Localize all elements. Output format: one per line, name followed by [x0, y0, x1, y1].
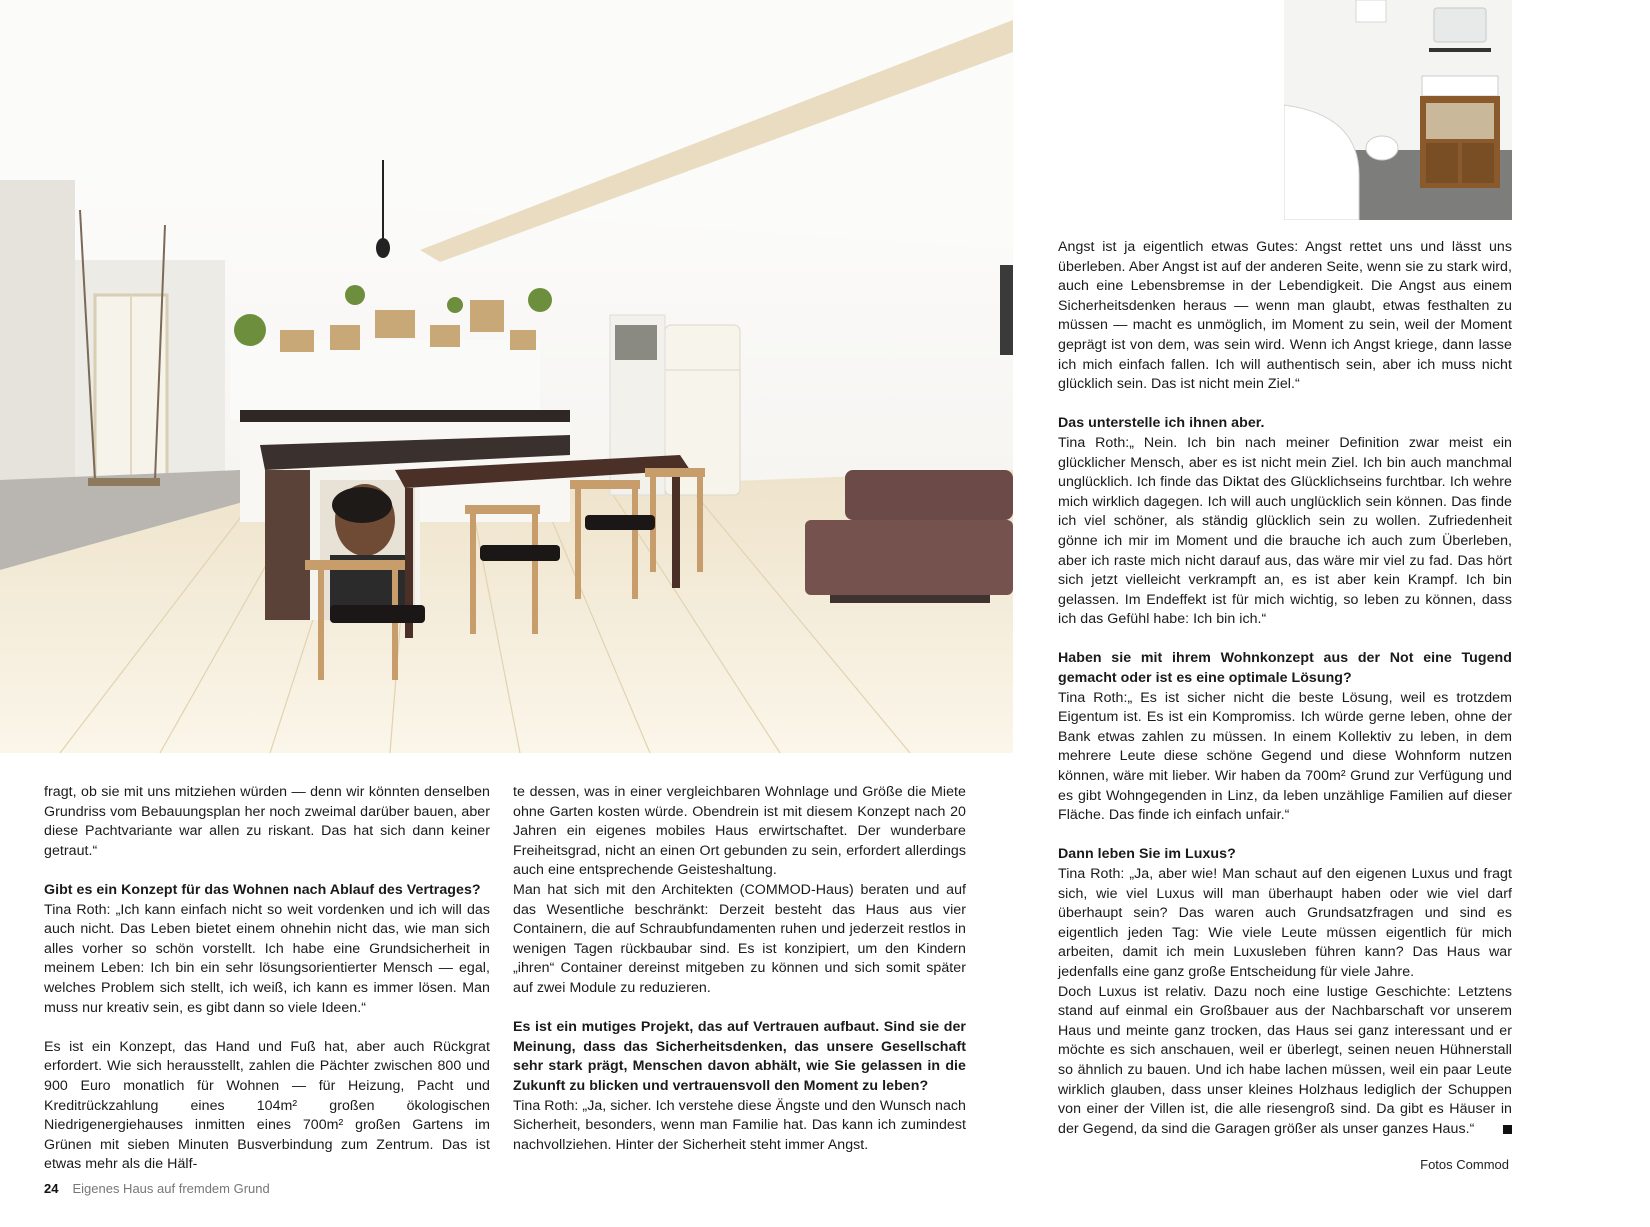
- article-column-3: [1058, 238, 1512, 1139]
- end-of-article-square-icon: [1503, 1125, 1512, 1134]
- interview-question: Es ist ein mutiges Projekt, das auf Vertrauen aufbaut. Sind sie der Meinung, dass das Sicherheitsdenken, das unsere Gesellschaft sehr stark prägt, Menschen davon abhält, wie Sie gelassen in die Zukunft zu blicken und vertrauensvoll den Moment zu leben?: [513, 1019, 966, 1094]
- paragraph: Angst ist ja eigentlich etwas Gutes: Angst rettet uns und lässt uns überleben. Aber Angst ist auf der anderen Seite, wenn sie zu stark wird, auch eine Lebensbremse in der Lebendigkeit. Die Angst aus einem Sicherheitsdenken heraus — wenn man glaubt, etwas festhalten zu müssen — macht es unmöglich, im Moment zu sein, weil der Moment geprägt ist von dem, was sein wird. Wenn ich Angst kriege, dann lasse ich mich einfach fallen. Ich will authentisch sein, aber ich muss nicht glücklich sein. Das ist nicht mein Ziel.“: [1058, 239, 1512, 393]
- page-footer: [44, 1181, 270, 1196]
- paragraph: Tina Roth: „Ich kann einfach nicht so weit vordenken und ich will das auch nicht. Das Leben bietet einem ohnehin nicht das, wie man sich alles vorher so schön vorstellt. Ich habe eine Grundsicherheit in meinem Leben: Ich bin ein sehr lösungsorientierter Mensch — egal, welches Problem sich stellt, ich weiß, ich kann es immer lösen. Man muss nur kreativ sein, es gibt dann so viele Ideen.“: [44, 901, 490, 1016]
- running-title: Eigenes Haus auf fremdem Grund: [72, 1181, 270, 1196]
- interior-photo: [0, 0, 1013, 753]
- article-column-1: [44, 783, 490, 1175]
- paragraph: Tina Roth: „Ja, sicher. Ich verstehe diese Ängste und den Wunsch nach Sicherheit, besonders, wenn man Familie hat. Das kann ich zumindest nachvollziehen. Hinter der Sicherheit steht immer Angst.: [513, 1097, 966, 1153]
- paragraph: Es ist ein Konzept, das Hand und Fuß hat, aber auch Rückgrat erfordert. Wie sich herausstellt, zahlen die Pächter zwischen 800 und 900 Euro monatlich für Wohnen — für Heizung, Pacht und Kreditrückzahlung eines 104m² großen ökologischen Niedrigenergiehauses inmitten eines 700m² großen Gartens im Grünen mit sieben Minuten Busverbindung zum Zentrum. Das ist etwas mehr als die Hälf-: [44, 1038, 490, 1173]
- paragraph: te dessen, was in einer vergleichbaren Wohnlage und Größe die Miete ohne Garten kosten würde. Obendrein ist mit diesem Konzept nach 20 Jahren ein eigenes mobiles Haus erwirtschaftet. Der wunderbare Freiheitsgrad, nicht an einen Ort gebunden zu sein, erfordert allerdings auch eine entsprechende Geisteshaltung.: [513, 784, 966, 879]
- photo-credit: Fotos Commod: [1420, 1157, 1509, 1172]
- paragraph: Tina Roth: „Ja, aber wie! Man schaut auf den eigenen Luxus und fragt sich, wie viel Luxus will man überhaupt haben oder wie viel darf überhaupt sein? Das waren auch Grundsatzfragen und sind es eigentlich jeden Tag: Wie viele Leute müssen eigentlich für mich arbeiten, damit ich mein Luxusleben führen kann? Das Haus war jedenfalls eine ganz große Entscheidung für viele Jahre.: [1058, 866, 1512, 980]
- paragraph: Tina Roth:„ Nein. Ich bin nach meiner Definition zwar meist ein glücklicher Mensch, aber es ist nicht mein Ziel. Ich bin auch manchmal unglücklich. Ich finde das Diktat des Glücklichseins furchtbar. Ich wehre mich wirklich dagegen. Ich will auch unglücklich sein können. Das finde ich viel schöner, als ständig glücklich sein zu wollen. Zufriedenheit gönne ich mir im Moment und die brauche ich auch zum Überleben, aber ich raste mich nicht darauf aus, das wäre mir viel zu fad. Das hört sich jetzt vielleicht verkrampft an, es ist aber kein Krampf. Ich bin gelassen. Im Endeffekt ist für mich wichtig, so leben zu können, dass ich das Gefühl habe: Ich bin ich.“: [1058, 434, 1512, 628]
- interview-question: Haben sie mit ihrem Wohnkonzept aus der Not eine Tugend gemacht oder ist es eine optimale Lösung?: [1058, 650, 1512, 687]
- bathroom-photo: [1284, 0, 1512, 220]
- article-column-2: [513, 783, 966, 1155]
- paragraph-final: [1058, 983, 1512, 1140]
- paragraph: fragt, ob sie mit uns mitziehen würden — denn wir könnten denselben Grundriss vom Bebauungsplan her noch zweimal darüber bauen, aber diese Pachtvariante war allen zu riskant. Das hat sich dann keiner getraut.“: [44, 784, 490, 859]
- paragraph: Tina Roth:„ Es ist sicher nicht die beste Lösung, weil es trotzdem Eigentum ist. Es ist ein Kompromiss. Ich würde gerne leben, ohne der Bank etwas zahlen zu müssen. In einem Kollektiv zu leben, in dem mehrere Leute diese schöne Gegend und diese Wohnform nutzen können, wäre mit lieber. Wir haben da 700m² Grund zur Verfügung und es gibt Wohngegenden in Linz, da leben unzählige Familien auf dieser Fläche. Das finde ich einfach unfair.“: [1058, 689, 1512, 824]
- interview-question: Dann leben Sie im Luxus?: [1058, 846, 1236, 863]
- living-kitchen-illustration: [0, 0, 1013, 753]
- paragraph-final-text: Doch Luxus ist relativ. Dazu noch eine lustige Geschichte: Letztens stand auf einmal ein Großbauer aus der Nachbarschaft vor unserem Haus und meinte ganz trocken, das Haus sei ganz interessant und er möchte es sich anschauen, weil er überlegt, seinen neuen Hühnerstall so ähnlich zu bauen. Und ich habe lachen müssen, weil ein paar Leute wirklich glauben, dass unser kleines Holzhaus lediglich der Schuppen von einer der Villen ist, die alle riesengroß sind. Da gibt es Häuser in der Gegend, da sind die Garagen größer als unser ganzes Haus.“: [1058, 983, 1512, 1137]
- interview-question: Das unterstelle ich ihnen aber.: [1058, 415, 1265, 432]
- interview-question: Gibt es ein Konzept für das Wohnen nach Ablauf des Vertrages?: [44, 881, 481, 898]
- page-number: 24: [44, 1181, 59, 1196]
- paragraph: Man hat sich mit den Architekten (COMMOD-Haus) beraten und auf das Wesentliche beschränkt: Derzeit besteht das Haus aus vier Containern, die auf Schraubfundamenten ruhen und jederzeit restlos in wenigen Tagen rückbaubar sind. Es ist konzipiert, um den Kindern „ihren“ Container dereinst mitgeben zu können und sich somit später auf zwei Module zu reduzieren.: [513, 881, 966, 996]
- bathroom-illustration: [1284, 0, 1512, 220]
